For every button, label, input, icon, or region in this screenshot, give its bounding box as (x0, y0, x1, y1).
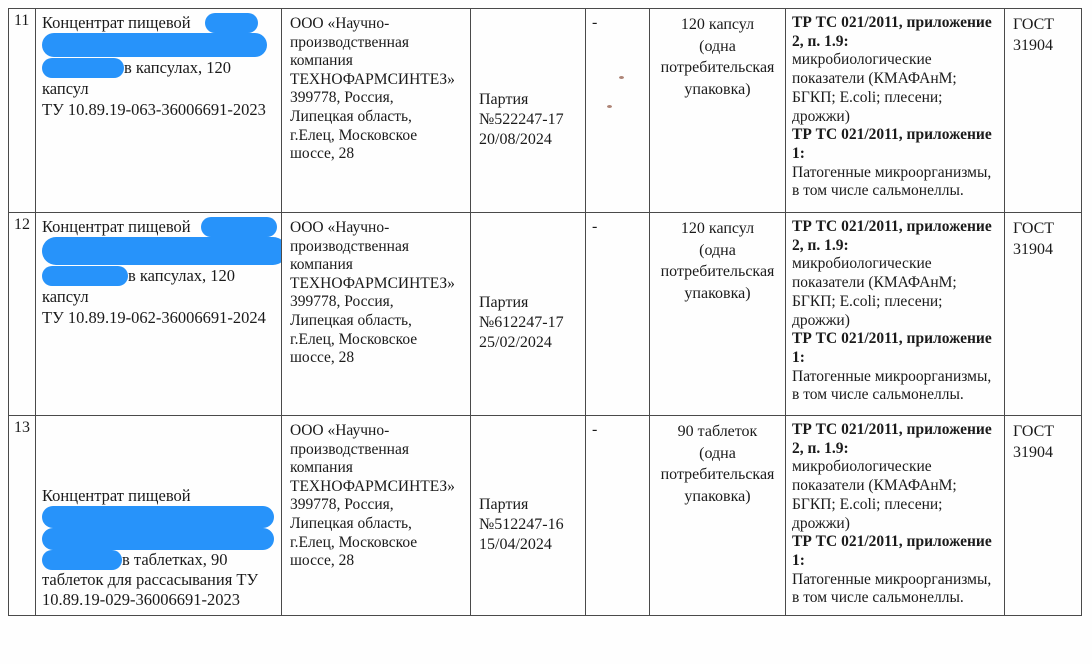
batch-cell (471, 416, 586, 616)
manufacturer-line: 399778, Россия, (290, 293, 394, 311)
requirement-line: 2, п. 1.9: (792, 439, 849, 457)
product-line (42, 506, 277, 528)
gost-line: 31904 (1013, 241, 1053, 258)
manufacturer-line: ООО «Научно- (290, 422, 390, 439)
product-text (42, 419, 277, 612)
redaction-blob (42, 33, 267, 57)
redaction-blob (42, 266, 128, 286)
batch-line: Партия (479, 495, 529, 513)
certification-products-table (8, 8, 1082, 616)
quantity-line: упаковка) (684, 284, 751, 302)
batch-text (471, 213, 585, 415)
product-text (42, 12, 277, 209)
requirement-line: показатели (КМАФАнМ; (792, 477, 957, 495)
row-number-cell: 12 (9, 213, 36, 416)
product-line (42, 237, 277, 265)
gost-cell (1005, 416, 1082, 616)
product-line (42, 486, 277, 506)
manufacturer-line: шоссе, 28 (290, 552, 355, 570)
scan-artifact (607, 105, 612, 108)
manufacturer-line: 399778, Россия, (290, 496, 394, 514)
requirement-line: 2, п. 1.9: (792, 236, 849, 254)
manufacturer-line: ТЕХНОФАРМСИНТЕЗ» (290, 70, 455, 88)
requirement-line: ТР ТС 021/2011, приложение (792, 14, 992, 31)
product-line (42, 33, 277, 57)
requirement-line: показатели (КМАФАнМ; (792, 274, 957, 292)
row-number-cell: 13 (9, 416, 36, 616)
product-line (42, 286, 277, 307)
batch-line: №512247-16 (479, 515, 564, 533)
manufacturer-line: шоссе, 28 (290, 349, 355, 367)
manufacturer-cell (282, 416, 471, 616)
product-text-segment: 10.89.19-029-36006691-2023 (42, 590, 240, 609)
table-row (9, 213, 1082, 416)
quantity-cell (650, 9, 786, 213)
requirement-line: дрожжи) (792, 514, 850, 532)
product-text-segment: капсул (42, 287, 89, 306)
requirement-line: показатели (КМАФАнМ; (792, 70, 957, 88)
product-line (42, 99, 277, 120)
product-text-segment: капсул (42, 79, 89, 98)
table-row (9, 416, 1082, 616)
manufacturer-line: производственная (290, 237, 409, 255)
requirement-line: микробиологические (792, 458, 932, 476)
quantity-cell (650, 416, 786, 616)
gost-line: 31904 (1013, 37, 1053, 54)
requirement-line: ТР ТС 021/2011, приложение (792, 421, 992, 438)
requirement-line: в том числе сальмонеллы. (792, 182, 964, 200)
manufacturer-line: ООО «Научно- (290, 219, 390, 236)
product-line (42, 57, 277, 78)
requirement-line: микробиологические (792, 255, 932, 273)
product-text-segment: в капсулах, 120 (124, 58, 232, 77)
manufacturer-line: производственная (290, 33, 409, 51)
requirement-line: Патогенные микроорганизмы, (792, 570, 992, 588)
requirements-cell (786, 416, 1005, 616)
redaction-blob (42, 58, 124, 78)
manufacturer-line: Липецкая область, (290, 107, 412, 125)
manufacturer-line: г.Елец, Московское (290, 533, 418, 551)
batch-line: №522247-17 (479, 110, 564, 128)
redaction-blob (42, 237, 282, 265)
quantity-line: 90 таблеток (677, 423, 758, 440)
manufacturer-line: производственная (290, 440, 409, 458)
redaction-blob (42, 528, 274, 550)
gost-line: ГОСТ (1013, 423, 1055, 440)
product-text-segment: Концентрат пищевой (42, 486, 191, 505)
gost-line: ГОСТ (1013, 220, 1055, 237)
quantity-line: потребительская (660, 263, 775, 280)
product-text-segment: Концентрат пищевой (42, 13, 191, 32)
requirement-line: Патогенные микроорганизмы, (792, 163, 992, 181)
product-line (42, 570, 277, 590)
requirement-line: БГКП; E.coli; плесени; (792, 495, 943, 513)
manufacturer-line: компания (290, 256, 353, 274)
scan-artifact (619, 76, 624, 79)
quantity-cell (650, 213, 786, 416)
requirement-line: 1: (792, 551, 805, 569)
manufacturer-line: г.Елец, Московское (290, 330, 418, 348)
manufacturer-line: ТЕХНОФАРМСИНТЕЗ» (290, 477, 455, 495)
table-row (9, 9, 1082, 213)
manufacturer-line: г.Елец, Московское (290, 126, 418, 144)
mark-cell: - (586, 213, 650, 416)
batch-cell (471, 213, 586, 416)
quantity-line: потребительская (660, 466, 775, 483)
product-text-segment: ТУ 10.89.19-062-36006691-2024 (42, 308, 266, 327)
batch-line: 15/04/2024 (479, 535, 552, 553)
requirement-line: 1: (792, 348, 805, 366)
quantity-line: 120 капсул (680, 220, 755, 237)
requirement-line: ТР ТС 021/2011, приложение (792, 533, 992, 551)
product-name-cell (36, 213, 282, 416)
manufacturer-line: ООО «Научно- (290, 15, 390, 32)
product-line (42, 78, 277, 99)
requirement-line: БГКП; E.coli; плесени; (792, 88, 943, 106)
requirement-line: дрожжи) (792, 107, 850, 125)
mark-cell: - (586, 416, 650, 616)
product-line (42, 550, 277, 570)
redaction-blob (42, 506, 274, 528)
quantity-line: упаковка) (684, 80, 751, 98)
requirement-line: Патогенные микроорганизмы, (792, 367, 992, 385)
product-line (42, 265, 277, 286)
mark-cell: - (586, 9, 650, 213)
quantity-line: (одна (699, 444, 736, 462)
requirement-line: микробиологические (792, 51, 932, 69)
product-line (42, 590, 277, 610)
product-line (42, 216, 277, 237)
requirement-line: БГКП; E.coli; плесени; (792, 292, 943, 310)
batch-line: 25/02/2024 (479, 334, 552, 351)
manufacturer-line: ТЕХНОФАРМСИНТЕЗ» (290, 274, 455, 292)
product-name-cell (36, 9, 282, 213)
product-text (42, 216, 277, 412)
manufacturer-line: шоссе, 28 (290, 145, 355, 163)
requirement-line: дрожжи) (792, 311, 850, 329)
product-line (42, 307, 277, 328)
redaction-blob (42, 550, 122, 570)
product-text-segment: в таблетках, 90 (122, 550, 228, 569)
quantity-line: упаковка) (684, 487, 751, 505)
manufacturer-line: 399778, Россия, (290, 89, 394, 107)
batch-text (471, 9, 585, 212)
gost-line: ГОСТ (1013, 16, 1055, 33)
product-text-segment: в капсулах, 120 (128, 266, 236, 285)
row-number-cell: 11 (9, 9, 36, 213)
batch-text (471, 416, 585, 615)
quantity-line: (одна (699, 37, 736, 55)
manufacturer-line: компания (290, 459, 353, 477)
requirement-line: ТР ТС 021/2011, приложение (792, 218, 992, 235)
manufacturer-line: Липецкая область, (290, 514, 412, 532)
batch-line: №612247-17 (479, 314, 564, 331)
requirements-cell (786, 213, 1005, 416)
requirements-cell (786, 9, 1005, 213)
batch-line: Партия (479, 90, 529, 108)
redaction-blob (201, 217, 277, 237)
batch-line: 20/08/2024 (479, 130, 552, 148)
batch-cell (471, 9, 586, 213)
quantity-line: 120 капсул (680, 16, 755, 33)
requirement-line: ТР ТС 021/2011, приложение (792, 126, 992, 144)
product-text-segment: ТУ 10.89.19-063-36006691-2023 (42, 100, 266, 119)
gost-line: 31904 (1013, 444, 1053, 461)
manufacturer-cell (282, 9, 471, 213)
product-line (42, 528, 277, 550)
requirement-line: в том числе сальмонеллы. (792, 386, 964, 404)
product-text-segment: Концентрат пищевой (42, 217, 191, 236)
gost-cell (1005, 9, 1082, 213)
requirement-line: 2, п. 1.9: (792, 32, 849, 50)
product-text-segment: таблеток для рассасывания ТУ (42, 570, 259, 589)
batch-line: Партия (479, 294, 529, 311)
product-line (42, 12, 277, 33)
quantity-line: потребительская (660, 59, 775, 76)
redaction-blob (205, 13, 258, 33)
gost-cell (1005, 213, 1082, 416)
requirement-line: ТР ТС 021/2011, приложение (792, 330, 992, 348)
manufacturer-line: Липецкая область, (290, 311, 412, 329)
product-name-cell (36, 416, 282, 616)
quantity-line: (одна (699, 241, 736, 259)
requirement-line: в том числе сальмонеллы. (792, 589, 964, 607)
requirement-line: 1: (792, 144, 805, 162)
manufacturer-cell (282, 213, 471, 416)
manufacturer-line: компания (290, 52, 353, 70)
